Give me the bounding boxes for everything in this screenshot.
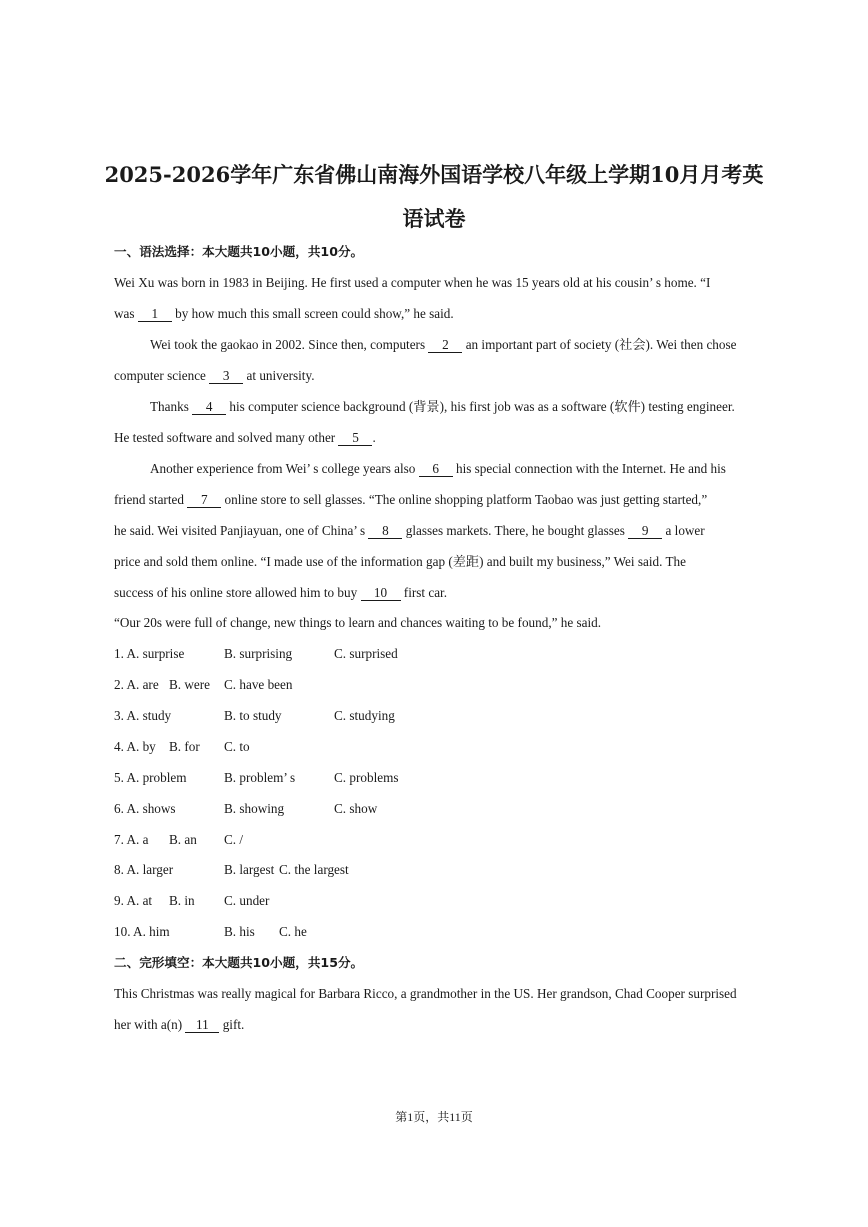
passage-line: he said. Wei visited Panjiayuan, one of China’ s 8 glasses markets. There, he bought glasses 9 a lower (114, 523, 705, 538)
blank-10: 10 (361, 586, 401, 601)
passage-line: computer science 3 at university. (114, 368, 315, 383)
passage-line: Wei took the gaokao in 2002. Since then, computers 2 an important part of society (社会). Wei then chose (150, 337, 737, 352)
page-number: 第1页，共11页 (395, 1110, 473, 1124)
passage-line: “Our 20s were full of change, new things to learn and chances waiting to be found,” he said. (114, 615, 602, 630)
blank-1: 1 (138, 307, 172, 322)
blank-7: 7 (187, 493, 221, 508)
blank-5: 5 (338, 431, 372, 446)
passage-line: He tested software and solved many other 5 . (114, 430, 376, 445)
blank-11: 11 (185, 1018, 219, 1033)
passage-line: This Christmas was really magical for Barbara Ricco, a grandmother in the US. Her grandson, Chad Cooper surprised (114, 986, 737, 1001)
blank-6: 6 (419, 462, 453, 477)
section-1-heading: 一、语法选择：本大题共10小题，共10分。 (114, 244, 364, 259)
title-line-2: 语试卷 (402, 206, 466, 231)
passage-line: Wei Xu was born in 1983 in Beijing. He first used a computer when he was 15 years old at his cousin’ s home. “I (114, 275, 711, 290)
passage-line: was 1 by how much this small screen could show,” he said. (114, 306, 454, 321)
section-2-heading: 二、完形填空：本大题共10小题，共15分。 (114, 955, 364, 970)
title-line-1: 2025-2026学年广东省佛山南海外国语学校八年级上学期10月月考英 (104, 162, 764, 187)
passage-line: Thanks 4 his computer science background (背景), his first job was as a software (软件) testing engineer. (150, 399, 735, 414)
blank-9: 9 (628, 524, 662, 539)
blank-3: 3 (209, 369, 243, 384)
exam-page: 2025-2026学年广东省佛山南海外国语学校八年级上学期10月月考英 语试卷 一、语法选择：本大题共10小题，共10分。 Wei Xu was born in 1983 in Beijing. He first used a computer when he was 15 years old at his cousin’ s home. “I was 1 by how much this small screen could show,” he said. Wei took the gaokao in 2002. Since then, computers 2 an important part of society (社会). Wei then chose computer science 3 at university. Thanks 4 his computer science background (背景), his first job was as a software (软件) testing engineer. He tested software and solved many other 5 . Another experience from Wei’ s college years also 6 his special connection with the Internet. He and his friend started 7 online store to sell glasses. “The online shopping platform Taobao was just getting started,” he said. Wei visited Panjiayuan, one of China’ s 8 glasses markets. There, he bought glasses 9 a lower price and sold them online. “I made use of the information gap (差距) and built my business,” Wei said. The success of his online store allowed him to buy 10 first car. “Our 20s were full of change, new things to learn and chances waiting to be found,” he said. 1. A. surprise B. surprising C. surprised 2. A. are B. were C. have been 3. A. study B. to study C. studying 4. A. by B. for C. to 5. A. problem B. problem’ s C. problems 6. A. shows B. showing C. show 7. A. a B. an C. / 8. A. larger B. largest C. the largest 9. A. at B. in C. under 10. A. him B. his C. he 二、完形填空：本大题共10小题，共15分。 This Christmas was really magical for Barbara Ricco, a grandmother in the US. Her grandson, Chad Cooper surprised her with a(n) 11 gift. 第1页，共11页 (0, 0, 868, 1227)
passage-line: her with a(n) 11 gift. (114, 1017, 245, 1032)
passage-line: success of his online store allowed him to buy 10 first car. (114, 585, 448, 600)
blank-2: 2 (428, 338, 462, 353)
blank-4: 4 (192, 400, 226, 415)
exam-title (60, 153, 808, 241)
blank-8: 8 (368, 524, 402, 539)
passage-line: friend started 7 online store to sell glasses. “The online shopping platform Taobao was just getting started,” (114, 492, 708, 507)
passage-line: Another experience from Wei’ s college years also 6 his special connection with the Internet. He and his (150, 461, 726, 476)
passage-line: price and sold them online. “I made use of the information gap (差距) and built my business,” Wei said. The (114, 554, 686, 569)
